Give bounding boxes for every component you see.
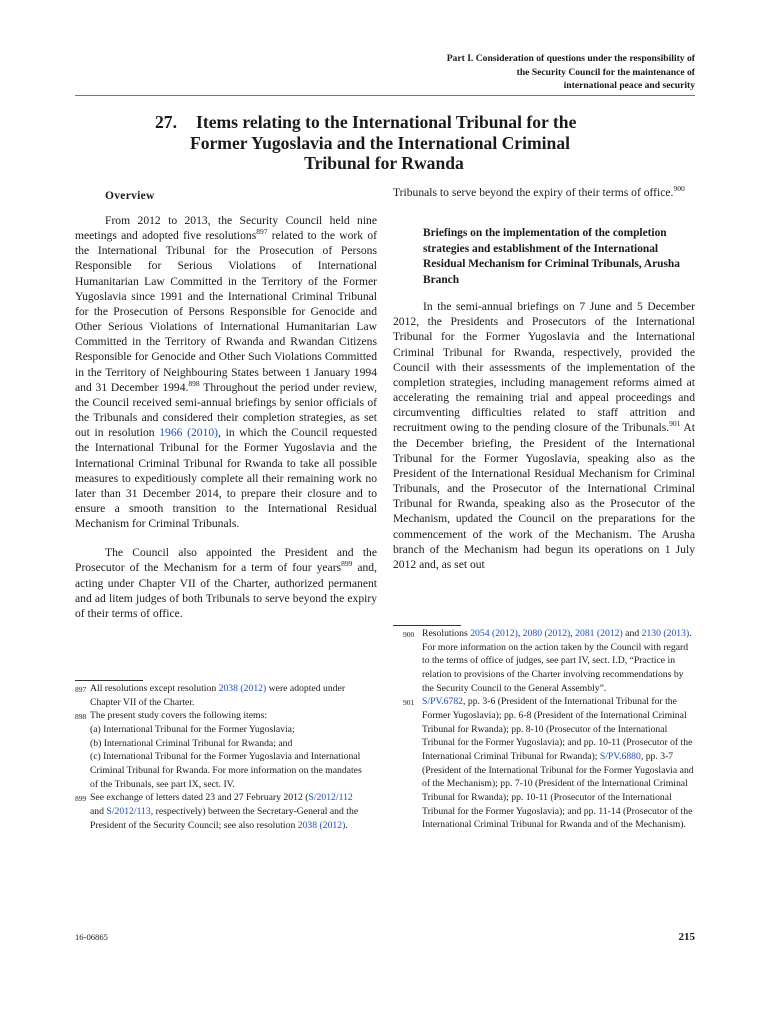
overview-paragraph-2-continued: Tribunals to serve beyond the expiry of their terms of office.$^{900}$ [393,184,685,199]
footnote-ref-900[interactable]: 900 [673,184,685,194]
footnote-901: 901 S/PV.6782, pp. 3-6 (President of the International Tribunal for the Former Yugoslavia); pp. 6-8 (President of the International Criminal Tribunal for Rwanda); pp. 8-10 (Prosecutor of the International Tribunal for the Former Yugoslavia); and pp. 10-11 (Prosecutor of the International Criminal Tribunal for Rwanda); S/PV.6880, pp. 3-7 (President of the International Tribunal for the Former Yugoslavia and of the Mechanism); pp. 7-10 (President of the International Criminal Tribunal for Rwanda); pp. 10-11 (Prosecutor of the International Tribunal for the Former Yugoslavia); and pp. 11-14 (Prosecutor of the International Criminal Tribunal for Rwanda and of the Mechanism). [403,696,694,831]
section-title-line-3: Tribunal for Rwanda [304,153,464,173]
footnote-rule-left [75,680,143,681]
resolution-1966-link[interactable]: 1966 (2010) [159,426,219,440]
footnote-rule-right [393,625,461,626]
left-column [75,185,377,621]
footnotes-right [403,627,695,832]
header-rule [75,95,695,96]
overview-paragraph-2: The Council also appointed the President and the Prosecutor of the Mechanism for a term of four years$^{899}$ and, acting under Chapter VII of the Charter, authorized permanent and ad litem judges of both Tribunals to serve beyond the expiry of their terms of office. [75,546,377,620]
job-number: 16-06865 [75,932,108,942]
resolution-2080-link[interactable]: 2080 (2012) [522,628,571,639]
resolution-2038-link[interactable]: 2038 (2012) [218,683,267,694]
page-number: 215 [678,931,695,943]
footnote-ref-898[interactable]: 898 [188,378,200,388]
footnote-900: 900 Resolutions 2054 (2012), 2080 (2012), 2081 (2012) and 2130 (2013). For more information on the action taken by the Council with regard to the terms of office of judges, see part IV, sect. I.D, “Practice in relation to provisions of the Charter involving recommendations by the Security Council to the General Assembly”. [403,628,692,694]
resolution-2130-link[interactable]: 2130 (2013) [641,628,690,639]
section-title [140,112,610,174]
footnote-ref-897[interactable]: 897 [256,227,268,237]
section-title-line-2: Former Yugoslavia and the International Criminal [189,132,571,153]
resolution-2054-link[interactable]: 2054 (2012) [470,628,518,639]
running-head [315,52,695,93]
running-head-line-2: the Security Council for the maintenance of [516,66,695,78]
briefings-paragraph-1: In the semi-annual briefings on 7 June and 5 December 2012, the Presidents and Prosecutors of the International Tribunal for the Former Yugoslavia and the International Criminal Tribunal for Rwanda, respectively, provided the Council with their assessments of the implementation of the completion strategies, including management reforms aimed at accelerating the remaining trial and appeal proceedings and circumventing difficulties related to staff attrition and recruitment owing to the pending closure of the Tribunals.$^{901}$ At the December briefing, the President of the International Tribunal for the Former Yugoslavia, speaking also as the President of the International Residual Mechanism for Criminal Tribunals, and the Prosecutor of the International Criminal Tribunal for Rwanda, speaking also as the Prosecutor of the Mechanism, updated the Council on the preparations for the commencement of the work of the Mechanism. The Arusha branch of the Mechanism had begun its operations on 1 July 2012 and, as set out [393,300,695,571]
footnote-899: 899 See exchange of letters dated 23 and 27 February 2012 (S/2012/112 and S/2012/113, respectively) between the Secretary-General and the President of the Security Council; see also resolution 2038 (2012). [75,792,359,831]
running-head-line-3: international peace and security [563,80,695,91]
overview-paragraph-1: From 2012 to 2013, the Security Council held nine meetings and adopted five resolutions$^{897}$ related to the work of the International Tribunal for the Prosecution of Persons Responsible for Serious Violations of International Humanitarian Law Committed in the Territory of the Former Yugoslavia since 1991 and the International Criminal Tribunal for the Prosecution of Persons Responsible for Genocide and Other Serious Violations of International Humanitarian Law Committed in the Territory of Rwanda and Rwandan Citizens Responsible for Genocide and Other Such Violations Committed in the Territory of Neighbouring States between 1 January 1994 and 31 December 1994.$^{898}$ Throughout the period under review, the Council received semi-annual briefings by senior officials of the Tribunals and considered their completion strategies, as set out in resolution 1966 (2010), in which the Council requested the International Tribunal for the Former Yugoslavia and the International Criminal Tribunal for Rwanda to take all possible measures to expeditiously complete all their remaining work no later than 31 December 2014, to prepare their closure and to ensure a smooth transition to the International Residual Mechanism for Criminal Tribunals. [75,214,377,531]
s-pv-6880-link[interactable]: S/PV.6880 [599,750,641,762]
footnote-ref-901[interactable]: 901 [669,419,681,429]
footnote-ref-899[interactable]: 899 [341,559,353,569]
overview-heading: Overview [105,190,155,202]
running-head-line-1: Part I. Consideration of questions under the responsibility of [446,53,695,64]
footnotes-left [75,682,365,832]
section-title-line-1: Items relating to the International Tribunal for the [196,112,577,132]
footnote-897: 897 All resolutions except resolution 2038 (2012) were adopted under Chapter VII of the Charter. [75,683,346,708]
s-pv-6782-link[interactable]: S/PV.6782 [422,696,464,708]
s-2012-113-link[interactable]: S/2012/113 [106,805,151,817]
footnote-898: 898 The present study covers the following items: (a) International Tribunal for the Former Yugoslavia; (b) International Criminal Tribunal for Rwanda; and (c) International Tribunal for the Former Yugoslavia and International Criminal Tribunal for Rwanda. For more information on the mandates of the Tribunals, see part IX, sect. IV. [75,710,362,790]
s-2012-112-link[interactable]: S/2012/112 [308,792,353,804]
right-column [393,185,695,572]
section-number: 27. [155,112,177,132]
resolution-2038-link-2[interactable]: 2038 (2012) [297,819,346,831]
briefings-heading: Briefings on the implementation of the completion strategies and establishment of the International Residual Mechanism for Criminal Tribunals, Arusha Branch [423,227,680,286]
resolution-2081-link[interactable]: 2081 (2012) [575,628,623,639]
